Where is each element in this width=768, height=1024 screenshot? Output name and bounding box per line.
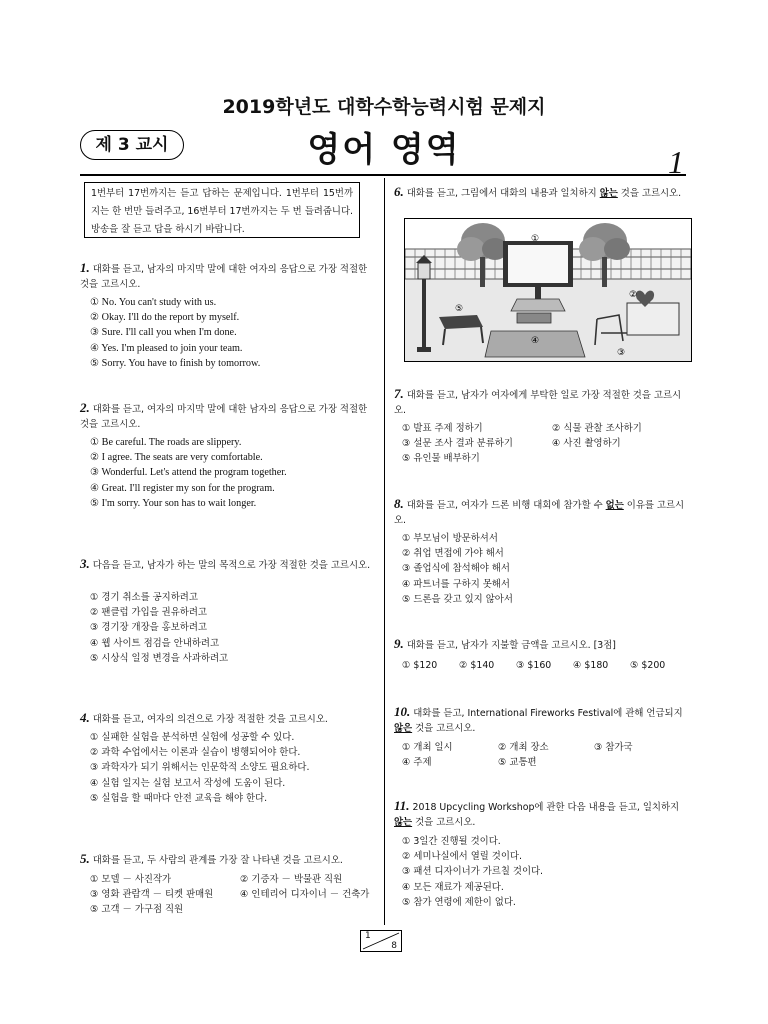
question-number: 9. — [394, 636, 404, 651]
option[interactable]: ① 3일간 진행될 것이다. — [402, 836, 501, 847]
question-text: 대화를 듣고, International Fireworks Festival에 관해 언급되지 — [413, 708, 683, 719]
question-number: 10. — [394, 704, 411, 719]
option[interactable]: ③ $160 — [516, 660, 552, 671]
question-text: 대화를 듣고, 남자가 지불할 금액을 고르시오. [3점] — [406, 640, 616, 651]
question-emphasis: 않은 — [394, 723, 413, 734]
option[interactable]: ③ 영화 관람객 － 티켓 판매원 — [90, 889, 214, 901]
option[interactable]: ② Okay. I'll do the report by myself. — [90, 312, 240, 324]
question-text: 대화를 듣고, 여자가 드론 비행 대회에 참가할 수 — [406, 500, 606, 511]
option[interactable]: ② 식물 관찰 조사하기 — [552, 423, 642, 434]
period-badge: 제 3 교시 — [80, 130, 184, 160]
question-text: 대화를 듣고, 두 사람의 관계를 가장 잘 나타낸 것을 고르시오. — [92, 855, 343, 866]
total-pages: 8 — [391, 941, 397, 951]
options-9 — [402, 658, 692, 673]
question-text: 것을 고르시오. — [617, 188, 682, 199]
question-number: 4. — [80, 710, 90, 725]
question-6-figure — [404, 218, 692, 362]
option[interactable]: ③ 설문 조사 결과 분류하기 — [402, 438, 513, 450]
question-text: 것을 고르시오. — [412, 817, 476, 828]
option[interactable]: ④ 인테리어 디자이너 － 건축가 — [240, 889, 370, 901]
question-9 — [394, 636, 690, 653]
question-8 — [394, 496, 690, 528]
option[interactable]: ④ 모든 재료가 제공된다. — [402, 881, 504, 893]
option[interactable]: ⑤ Sorry. You have to finish by tomorrow. — [90, 357, 261, 369]
question-number: 3. — [80, 556, 90, 571]
question-6 — [394, 184, 690, 201]
option[interactable]: ⑤ 고객 － 가구점 직원 — [90, 904, 184, 916]
question-1 — [80, 260, 378, 292]
option[interactable]: ⑤ 유인물 배부하기 — [402, 453, 480, 465]
option[interactable]: ⑤ 참가 연령에 제한이 없다. — [402, 896, 516, 908]
question-7 — [394, 386, 690, 418]
option[interactable]: ① 부모님이 방문하셔서 — [402, 533, 498, 544]
question-number: 11. — [394, 798, 410, 813]
option[interactable]: ④ 웹 사이트 점검을 안내하려고 — [90, 637, 220, 649]
options-3 — [90, 590, 380, 666]
option[interactable]: ② 세미나실에서 열릴 것이다. — [402, 851, 522, 863]
question-2 — [80, 400, 378, 432]
option[interactable]: ② 기증자 － 박물관 직원 — [240, 874, 343, 885]
option[interactable]: ③ 과학자가 되기 위해서는 인문학적 소양도 필요하다. — [90, 762, 310, 774]
option[interactable]: ④ $180 — [573, 660, 609, 671]
question-text: 이유를 고르시오. — [394, 500, 685, 526]
question-number: 2. — [80, 400, 90, 415]
option[interactable]: ④ 실험 일지는 실험 보고서 작성에 도움이 된다. — [90, 777, 286, 789]
option[interactable]: ④ Great. I'll register my son for the program. — [90, 482, 275, 494]
question-10 — [394, 704, 690, 736]
options-11 — [402, 834, 692, 910]
option[interactable]: ③ Sure. I'll call you when I'm done. — [90, 327, 237, 339]
question-emphasis: 않는 — [599, 188, 618, 199]
option[interactable]: ⑤ 시상식 일정 변경을 사과하려고 — [90, 652, 229, 664]
question-text: 대화를 듣고, 그림에서 대화의 내용과 일치하지 — [406, 188, 600, 199]
option[interactable]: ① 모델 － 사진작가 — [90, 874, 172, 885]
listening-notice: 1번부터 17번까지는 듣고 답하는 문제입니다. 1번부터 15번까지는 한 번만 들려주고, 16번부터 17번까지는 두 번 들려줍니다. 방송을 잘 듣고 답을 하시기 바랍니다. — [84, 182, 360, 238]
park-scene-illustration — [405, 219, 691, 361]
question-text: 대화를 듣고, 여자의 의견으로 가장 적절한 것을 고르시오. — [92, 714, 328, 725]
option[interactable]: ② 개최 장소 — [498, 742, 549, 753]
options-2 — [90, 435, 380, 511]
options-5 — [90, 872, 382, 918]
exam-title: 2019학년도 대학수학능력시험 문제지 — [222, 96, 546, 118]
option[interactable]: ⑤ 교통편 — [498, 757, 537, 769]
question-text: 대화를 듣고, 남자가 여자에게 부탁한 일로 가장 적절한 것을 고르시오. — [394, 390, 682, 416]
figure-label-3: ③ — [617, 348, 626, 358]
page-indicator — [360, 930, 402, 952]
question-emphasis: 않는 — [394, 817, 413, 828]
option[interactable]: ④ 파트너를 구하지 못해서 — [402, 578, 510, 590]
subject-title: 영어 영역 — [307, 130, 461, 170]
question-text: 대화를 듣고, 여자의 마지막 말에 대한 남자의 응답으로 가장 적절한 것을 고르시오. — [80, 404, 368, 430]
option[interactable]: ③ 졸업식에 참석해야 해서 — [402, 563, 510, 575]
header-rule — [80, 174, 686, 176]
question-number: 5. — [80, 851, 90, 866]
page-number: 1 — [668, 144, 684, 180]
option[interactable]: ④ Yes. I'm pleased to join your team. — [90, 342, 243, 354]
question-number: 8. — [394, 496, 404, 511]
question-3 — [80, 556, 378, 573]
figure-label-1: ① — [531, 234, 540, 244]
option[interactable]: ① No. You can't study with us. — [90, 297, 217, 308]
option[interactable]: ⑤ $200 — [630, 660, 666, 671]
option[interactable]: ① $120 — [402, 660, 438, 671]
option[interactable]: ③ 참가국 — [594, 742, 633, 753]
option[interactable]: ① 경기 취소를 공지하려고 — [90, 592, 198, 603]
question-number: 6. — [394, 184, 404, 199]
options-8 — [402, 531, 692, 607]
option[interactable]: ② I agree. The seats are very comfortable. — [90, 452, 263, 464]
option[interactable]: ③ 패션 디자이너가 가르칠 것이다. — [402, 866, 544, 878]
question-11 — [394, 798, 690, 830]
option[interactable]: ② $140 — [459, 660, 495, 671]
question-text: 대화를 듣고, 남자의 마지막 말에 대한 여자의 응답으로 가장 적절한 것을 고르시오. — [80, 264, 368, 290]
option[interactable]: ① 실패한 실험을 분석하면 실험에 성공할 수 있다. — [90, 732, 295, 743]
option[interactable]: ③ 경기장 개장을 홍보하려고 — [90, 622, 207, 634]
option[interactable]: ① 발표 주제 정하기 — [402, 423, 483, 434]
options-10 — [402, 740, 692, 770]
figure-label-4: ④ — [531, 336, 540, 346]
option[interactable]: ③ Wonderful. Let's attend the program together. — [90, 467, 287, 479]
option[interactable]: ② 과학 수업에서는 이론과 실습이 병행되어야 한다. — [90, 747, 301, 759]
current-page: 1 — [365, 931, 371, 941]
option[interactable]: ② 취업 면접에 가야 해서 — [402, 548, 504, 560]
question-5 — [80, 851, 378, 868]
option[interactable]: ⑤ 드론을 갖고 있지 않아서 — [402, 593, 513, 605]
figure-label-5: ⑤ — [455, 304, 464, 314]
question-4 — [80, 710, 378, 727]
option[interactable]: ① Be careful. The roads are slippery. — [90, 437, 242, 448]
option[interactable]: ④ 주제 — [402, 757, 432, 769]
question-number: 1. — [80, 260, 90, 275]
options-4 — [90, 730, 382, 806]
options-1 — [90, 295, 380, 371]
option[interactable]: ② 팬클럽 가입을 권유하려고 — [90, 607, 207, 619]
figure-label-2: ② — [629, 290, 638, 300]
column-divider — [384, 178, 385, 925]
option[interactable]: ⑤ I'm sorry. Your son has to wait longer. — [90, 497, 257, 509]
options-7 — [402, 421, 692, 467]
question-text: 다음을 듣고, 남자가 하는 말의 목적으로 가장 적절한 것을 고르시오. — [92, 560, 371, 571]
question-number: 7. — [394, 386, 404, 401]
option[interactable]: ① 개최 일시 — [402, 742, 453, 753]
question-emphasis: 없는 — [605, 500, 624, 511]
question-text: 것을 고르시오. — [412, 723, 476, 734]
option[interactable]: ⑤ 실험을 할 때마다 안전 교육을 해야 한다. — [90, 792, 268, 804]
option[interactable]: ④ 사진 촬영하기 — [552, 438, 621, 450]
question-text: 2018 Upcycling Workshop에 관한 다음 내용을 듣고, 일치하지 — [412, 802, 680, 813]
